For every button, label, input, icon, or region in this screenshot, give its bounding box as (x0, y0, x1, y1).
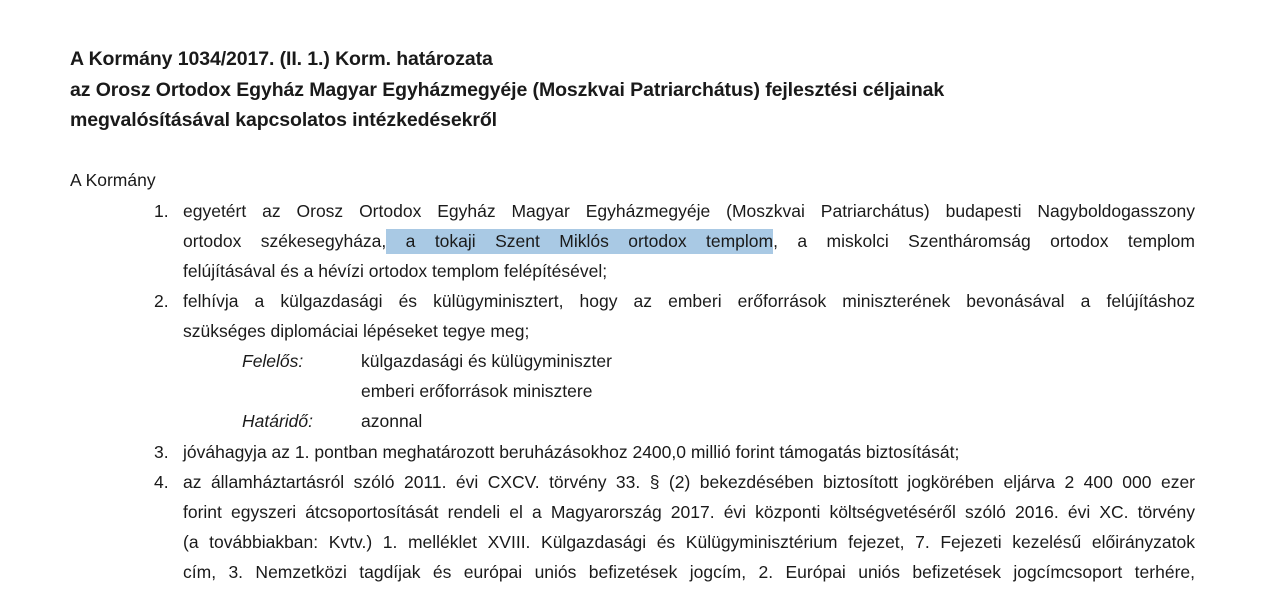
item-number: 2. (154, 291, 169, 311)
deadline-label: Határidő: (242, 411, 314, 431)
title-line-3: megvalósításával kapcsolatos intézkedésekről (70, 109, 497, 131)
text-selection-highlight[interactable]: a tokaji Szent Miklós ortodox templom (386, 229, 773, 254)
item-line: jóváhagyja az 1. pontban meghatározott beruházásokhoz 2400,0 millió forint támogatás biztosítását; (183, 442, 960, 462)
resolution-title (70, 44, 1200, 136)
line-segment: , a miskolci Szentháromság ortodox templom (773, 231, 1195, 251)
deadline-value: azonnal (361, 411, 423, 431)
line-segment: ortodox székesegyháza, (183, 231, 387, 251)
item-line-with-highlight (183, 226, 1195, 256)
title-line-1: A Kormány 1034/2017. (II. 1.) Korm. határozata (70, 48, 493, 70)
item-text (183, 437, 1195, 467)
item-number: 4. (154, 472, 169, 492)
item-line: szükséges diplomáciai lépéseket tegye meg; (183, 321, 530, 341)
item-line: az államháztartásról szóló 2011. évi CXCV. törvény 33. § (2) bekezdésében biztosított jogkörében eljárva 2 400 000 ezer (183, 472, 1195, 492)
item-number: 3. (154, 442, 169, 462)
item-text (183, 467, 1195, 587)
item-line: (a továbbiakban: Kvtv.) 1. melléklet XVIII. Külgazdasági és Külügyminisztérium fejezet, 7. Fejezeti kezelésű előirányzatok (183, 532, 1195, 552)
responsible-label: Felelős: (242, 351, 304, 371)
intro-text: A Kormány (70, 170, 156, 190)
title-line-2: az Orosz Ortodox Egyház Magyar Egyházmegyéje (Moszkvai Patriarchátus) fejlesztési céljainak (70, 78, 945, 101)
item-number: 1. (154, 201, 169, 221)
item-line: cím, 3. Nemzetközi tagdíjak és európai uniós befizetések jogcím, 2. Európai uniós befizetések jogcímcsoport terhére, (183, 562, 1195, 582)
item-text (183, 286, 1195, 346)
responsible-value: emberi erőforrások minisztere (361, 381, 593, 401)
item-line: felújításával és a hévízi ortodox templom felépítésével; (183, 261, 608, 281)
item-line: felhívja a külgazdasági és külügyminisztert, hogy az emberi erőforrások miniszterének bevonásával a felújításhoz (183, 291, 1195, 311)
item-line: forint egyszeri átcsoportosítását rendeli el a Magyarország 2017. évi központi költségvetéséről szóló 2016. évi XC. törvény (183, 502, 1195, 522)
responsible-value: külgazdasági és külügyminiszter (361, 351, 612, 371)
item-line: egyetért az Orosz Ortodox Egyház Magyar Egyházmegyéje (Moszkvai Patriarchátus) budapesti Nagyboldogasszony (183, 201, 1195, 221)
item-text (183, 196, 1195, 286)
